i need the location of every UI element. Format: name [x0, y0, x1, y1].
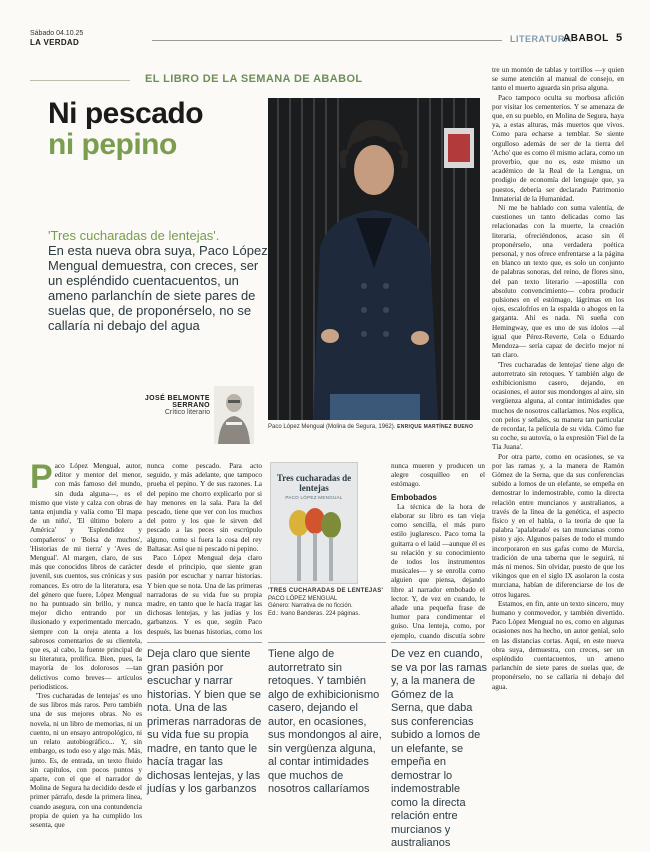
headline: [48, 98, 203, 160]
body-paragraph: nunca come pescado. Para acto seguido, y más adelante, que tampoco prueba el pepino. Y de sus razones. La del pepino me chorro explicarlo por si hay menores en la sala. Para la del pescado, tiene que ver con los muchos del potro y los que le sirven del pescado a las peces sin escrúpulo alguno, como si fuera la cosa del rey Baltasar. Así que ni pescado ni pepino.: [147, 462, 262, 553]
drop-cap: P: [30, 462, 53, 496]
supplement-brand: ABABOL: [563, 33, 609, 44]
byline: [120, 395, 210, 416]
body-paragraph: nunca mueren y producen un alegre cosquilleo en el estómago.: [391, 462, 485, 489]
body-paragraph: Estamos, en fin, ante un texto sincero, muy humano y conmovedor, y también divertido. Paco López Mengual no es, como en algunas ocasiones nos ha hecho, un autor genial, solo en las distancias cortas. Aquí, en este nueva obra suya, demuestra, con creces, ser un espléndido cuentacuentos, un ameno parlanchín de siete pares de suelas que, de proponérselo, no se callaría ni debajo del agua.: [492, 599, 624, 691]
author-role: Crítico literario: [164, 409, 210, 416]
body-column-3: [391, 462, 485, 640]
deck-body: En esta nueva obra suya, Paco López Mengual demuestra, con creces, ser un espléndido cuentacuentos, un ameno parlanchín de siete pares de suelas que, de proponérselo, no se callaría ni debajo del agua: [48, 243, 268, 333]
body-paragraph: Ni me he hablado con suma valentía, de cuestiones un tanto delicadas como las relacionadas con la muerte, la creación literaria, ofreciéndonos, acaso sin él proponérselo, una verdadera poética personal, y nos ofrece enfrentarse a la página en blanco un texto que, es solo un conjunto de palabras sonoras, del reino, de flores sino, del pan texto literario —apostilla con absoluto convencimiento— cobra producir pulsiones en el estómago, lágrimas en los ojos, escalofríos en la espalda o ahogos en la garganta. Ahí es nada. Ni sueña con Hemingway, que es uno de sus ídolos —al igual que Pérez-Reverte, Cela o Eduardo Mendoza— sería capaz de decirlo mejor ni tan claro.: [492, 204, 624, 360]
photo-caption: [268, 424, 480, 430]
header-rule: [152, 40, 502, 41]
author-name: JOSÉ BELMONTE SERRANO: [144, 395, 210, 409]
body-paragraph: Paco López Mengual, autor, editor y mentor del menor, con más famoso del mundo, sin duda alguna—, es el mismo que viste y calza con obras de tanta enjundia y valía como 'El mapa de un niño', 'El último bolero a América' y 'Esplendidez y compañeros' o 'Bolsa de muchos', 'Historias de mi tierra' y 'Aves de Mengual'. Al margen, claro, de sus más que conocidos libros de carácter juvenil, sus cuentos, sus crónicas y sus romances. Es otro de la literatura, esa del género que fuere, López Mengual no ha puntuado sin brillo, y nunca mejor dicho entrando por un ilusionado y experimentado mercado, siempre con la oreja atenta a los sabrosos comentarios de su clientela, que es, al cabo, la fuente principal de su literatura, prolífica. Bien, pues, la mayoría de los dolorosos —tan delictivos como breves— artículos periodísticos.: [30, 462, 142, 691]
pull-quote-1: Deja claro que siente gran pasión por escuchar y narrar historias. Y bien que se nota. Una de las primeras narradoras de su vida fue su propia madre, en tanto que le hacía tragar las dichosas lentejas, y las judías y los garbanzos: [147, 648, 262, 795]
kicker-rule: [30, 80, 130, 81]
book-info-author: PACO LÓPEZ MENGUAL: [268, 595, 338, 602]
body-column-1: [30, 462, 142, 840]
body-paragraph: Paco tampoco oculta su morbosa afición por visitar los cementerios. Y se amenaza de que, en su pueblo, en Molina de Segura, haya ya, a estas alturas, más muertos que vivos. Como para echarse a temblar. Se siente orgulloso además de ser de la tierra del 'Acho' que es como él mismo aclara, como un proverbio, que no es, este mismo un académico de la Real de la Lengua, un prodigio de economía del lenguaje que, ya puestos, debería ser declarado Patrimonio Inmaterial de la Humanidad.: [492, 93, 624, 203]
section-name: LITERATURA: [510, 34, 572, 44]
body-paragraph: 'Tres cucharadas de lentejas' es uno de sus libros más raros. Pero también una de sus mejores obras. No es novela, ni un libro de memorias, ni un cuento, ni un ensayo antropológico, ni un relato autobiográfico... Y, sin embargo, es todo eso y algo más. Más, junto. Es, de entrada, un texto fluido sin capítulos, con pocos puntos y aparte, con el que el narrador de Molina de Segura ha decidido desde el primer párrafo, desde la primera línea, cuando asegura, con una contundencia propia de quien ya ha cumplido los sesenta, que: [30, 692, 142, 829]
book-info-publisher: Ed.: Ivano Banderas. 224 páginas.: [268, 610, 361, 617]
pull-quote-rule: [147, 642, 262, 643]
pull-quote-3: De vez en cuando, se va por las ramas y, a la manera de Gómez de la Serna, que daba sus conferencias subido a lomos de un elefante, se empeña en demostrar lo indemostrable como la directa relación entre murcianos y australianos: [391, 648, 487, 849]
pull-quote-rule: [391, 642, 485, 643]
body-paragraph: La técnica de la hora de elaborar su libro es tan vieja como sencilla, el más puro estilo juglaresco. Paco toma la guitarra o el laúd —aunque él es su relación y su conocimiento de todos los instrumentos musicales— y se enrolla como alguien que piensa, dejando libre al narrador embobado el lector. Y, de vez en cuando, le añade una pequeña frase de humor para condimentar el guiso. Una lenteja, como, por ejemplo, cuando discutía sobre: [391, 502, 485, 640]
body-column-4: [492, 66, 624, 842]
book-info-title: 'TRES CUCHARADAS DE LENTEJAS': [268, 588, 384, 594]
book-info-genre: Género: Narrativa de no ficción.: [268, 603, 353, 609]
deck: [48, 228, 273, 333]
issue-date: Sábado 04.10.25: [30, 30, 84, 37]
book-info: [268, 588, 388, 618]
body-paragraph: tre un montón de tablas y torrillos —y quien se sume atención al manual de consejo, en tanto el muerto aguarda sin prisa alguna.: [492, 66, 624, 93]
photo-credit: ENRIQUE MARTÍNEZ BUENO: [397, 424, 474, 430]
spoons-illustration: [285, 505, 345, 583]
book-cover: [270, 462, 358, 584]
headline-line-2: ni pepino: [48, 128, 177, 161]
body-paragraph: Paco López Mengual deja claro desde el principio, que siente gran pasión por escuchar y narrar historias. Y bien que se nota. Una de las primeras narradoras de su vida fue su propia madre, en tanto que le hacía tragar las dichosas lentejas, y las judías y los garbanzos. Y es que, según Paco después, las buenas historias, como los: [147, 554, 262, 636]
subhead: Embobados: [391, 492, 437, 502]
pull-quote-2: Tiene algo de autorretrato sin retoques. Y también algo de exhibicionismo casero, dejando el autor, en ocasiones, sus mondongos al aire, sin vergüenza alguna, al contar intimidades que muchos de nosotros callaríamos: [268, 648, 382, 795]
page-number: 5: [616, 32, 623, 44]
author-avatar: [214, 386, 254, 444]
deck-book-title: 'Tres cucharadas de lentejas'.: [48, 228, 220, 243]
page-header: [30, 30, 630, 50]
pull-quote-rule: [268, 642, 386, 643]
body-column-2: [147, 462, 262, 638]
body-paragraph: 'Tres cucharadas de lentejas' tiene algo de autorretrato sin retoques. Y también algo de exhibicionismo casero, dejando, en ocasiones, el autor sus mondongos al aire, sin vergüenza alguna, al contar intimidades que muchos de nosotros callaríamos. Nos explica, con pelos y señales, su manera tan particular de recordar, la película de su vida. Cómo fue su coche, su autovía, o la expresión 'Fiel de la Tía Juana'.: [492, 360, 624, 452]
author-photo: [268, 98, 480, 420]
newspaper-name: LA VERDAD: [30, 38, 80, 47]
headline-line-1: Ni pescado: [48, 97, 204, 130]
body-paragraph: Por otra parte, como en ocasiones, se va por las ramas y, a la manera de Ramón Gómez de la Serna, que da sus conferencias subido a lomos de un elefante, se empeña en demostrar lo indemostrable, como la directa relación entre muncianos y australianos, a través de la línea de la genética, el aspecto físico y en el habla, o la teoría de que la palabra 'apalabrado' es tan muncianas como pisto y ajo. Algunos países de todo el mundo incorporaron en sus gafas como de Murcia, tradición de una taberna que le seguirá, ni más ni menos. Sin olvidar, puesto de que los vikingos que en el siglo IX asolaron la costa murciana, habían de diferenciarse de los de otros lugares.: [492, 452, 624, 599]
book-cover-title: Tres cucharadas de lentejas: [276, 473, 352, 493]
kicker: EL LIBRO DE LA SEMANA DE ABABOL: [145, 73, 363, 85]
photo-caption-text: Paco López Mengual (Molina de Segura, 1962).: [268, 424, 396, 430]
book-cover-author: PACO LÓPEZ MENGUAL: [285, 495, 343, 500]
